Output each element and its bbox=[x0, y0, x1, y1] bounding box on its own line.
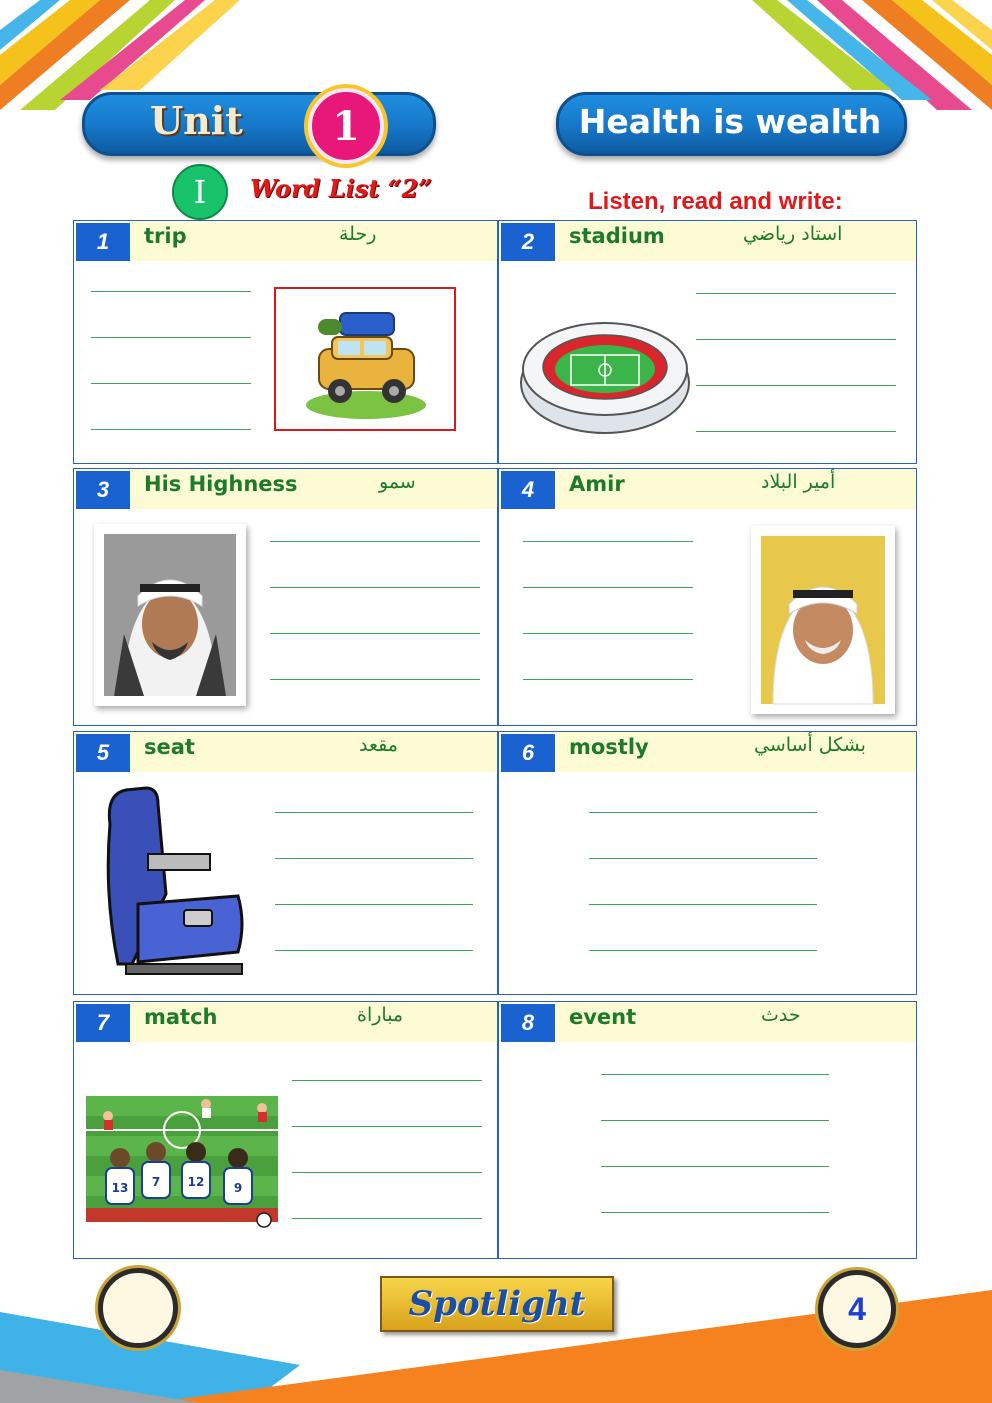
card-number: 3 bbox=[76, 471, 130, 509]
page-number: 4 bbox=[848, 1290, 866, 1327]
card-word: His Highness bbox=[144, 472, 298, 496]
writing-line[interactable] bbox=[601, 1120, 829, 1121]
card-number: 2 bbox=[501, 223, 555, 261]
word-card-1 bbox=[73, 220, 498, 464]
card-arabic: بشكل أساسي bbox=[754, 734, 866, 756]
card-header bbox=[499, 1002, 916, 1042]
card-number: 8 bbox=[501, 1004, 555, 1042]
writing-line[interactable] bbox=[589, 904, 817, 905]
writing-line[interactable] bbox=[589, 858, 817, 859]
card-header bbox=[499, 469, 916, 509]
page-number-badge bbox=[818, 1270, 896, 1348]
card-word: seat bbox=[144, 735, 195, 759]
writing-line[interactable] bbox=[696, 385, 896, 386]
card-word: Amir bbox=[569, 472, 625, 496]
card-number: 1 bbox=[76, 223, 130, 261]
jersey-number: 7 bbox=[151, 1175, 161, 1189]
writing-line[interactable] bbox=[275, 812, 473, 813]
card-word: mostly bbox=[569, 735, 649, 759]
page-title: Health is wealth bbox=[578, 102, 882, 141]
writing-line[interactable] bbox=[275, 858, 473, 859]
card-number: 5 bbox=[76, 734, 130, 772]
writing-line[interactable] bbox=[601, 1212, 829, 1213]
writing-line[interactable] bbox=[589, 812, 817, 813]
unit-label: Unit bbox=[150, 98, 243, 143]
card-word: stadium bbox=[569, 224, 665, 248]
card-arabic: استاد رياضي bbox=[743, 223, 843, 245]
jersey-number: 12 bbox=[187, 1175, 205, 1189]
writing-line[interactable] bbox=[91, 337, 251, 338]
word-card-3 bbox=[73, 468, 498, 726]
seat-image bbox=[98, 784, 248, 980]
word-card-7 bbox=[73, 1001, 498, 1259]
word-card-2 bbox=[498, 220, 917, 464]
card-arabic: مباراة bbox=[357, 1004, 404, 1026]
blank-page-circle bbox=[98, 1268, 178, 1348]
card-header bbox=[74, 1002, 497, 1042]
card-arabic: مقعد bbox=[359, 734, 398, 756]
word-card-8 bbox=[498, 1001, 917, 1259]
writing-line[interactable] bbox=[270, 633, 480, 634]
portrait-image bbox=[751, 526, 895, 714]
writing-line[interactable] bbox=[275, 950, 473, 951]
card-header bbox=[74, 221, 497, 261]
spotlight-logo bbox=[380, 1276, 614, 1332]
word-card-4 bbox=[498, 468, 917, 726]
writing-line[interactable] bbox=[91, 383, 251, 384]
writing-line[interactable] bbox=[292, 1218, 482, 1219]
writing-line[interactable] bbox=[292, 1172, 482, 1173]
football-match-image bbox=[86, 1096, 278, 1230]
car-trip-image bbox=[274, 287, 456, 431]
card-arabic: أمير البلاد bbox=[761, 471, 836, 493]
writing-line[interactable] bbox=[270, 679, 480, 680]
writing-line[interactable] bbox=[292, 1126, 482, 1127]
card-number: 6 bbox=[501, 734, 555, 772]
writing-line[interactable] bbox=[523, 679, 693, 680]
writing-line[interactable] bbox=[91, 291, 251, 292]
writing-line[interactable] bbox=[696, 339, 896, 340]
section-numeral-badge: I bbox=[172, 164, 228, 220]
portrait-image bbox=[94, 524, 246, 706]
card-arabic: حدث bbox=[761, 1004, 801, 1026]
word-list-title: Word List “2” bbox=[250, 174, 433, 203]
writing-line[interactable] bbox=[601, 1074, 829, 1075]
card-number: 7 bbox=[76, 1004, 130, 1042]
card-arabic: سمو bbox=[379, 471, 416, 493]
writing-line[interactable] bbox=[523, 633, 693, 634]
writing-line[interactable] bbox=[91, 429, 251, 430]
writing-line[interactable] bbox=[601, 1166, 829, 1167]
card-word: match bbox=[144, 1005, 218, 1029]
card-arabic: رحلة bbox=[339, 223, 377, 245]
writing-line[interactable] bbox=[523, 587, 693, 588]
writing-line[interactable] bbox=[270, 541, 480, 542]
card-number: 4 bbox=[501, 471, 555, 509]
writing-line[interactable] bbox=[275, 904, 473, 905]
word-card-5 bbox=[73, 731, 498, 995]
spotlight-logo-text: Spotlight bbox=[408, 1284, 586, 1324]
card-word: event bbox=[569, 1005, 637, 1029]
writing-line[interactable] bbox=[270, 587, 480, 588]
amir-portrait bbox=[751, 526, 895, 714]
writing-line[interactable] bbox=[696, 293, 896, 294]
writing-line[interactable] bbox=[292, 1080, 482, 1081]
word-card-6 bbox=[498, 731, 917, 995]
unit-number-badge: 1 bbox=[308, 88, 384, 164]
card-word: trip bbox=[144, 224, 187, 248]
writing-line[interactable] bbox=[696, 431, 896, 432]
instruction-text: Listen, read and write: bbox=[588, 188, 843, 215]
his-highness-portrait bbox=[94, 524, 246, 706]
stadium-image bbox=[519, 305, 691, 437]
writing-line[interactable] bbox=[523, 541, 693, 542]
jersey-number: 9 bbox=[233, 1181, 243, 1195]
writing-line[interactable] bbox=[589, 950, 817, 951]
jersey-number: 13 bbox=[111, 1181, 129, 1195]
card-header bbox=[74, 732, 497, 772]
card-header bbox=[499, 221, 916, 261]
